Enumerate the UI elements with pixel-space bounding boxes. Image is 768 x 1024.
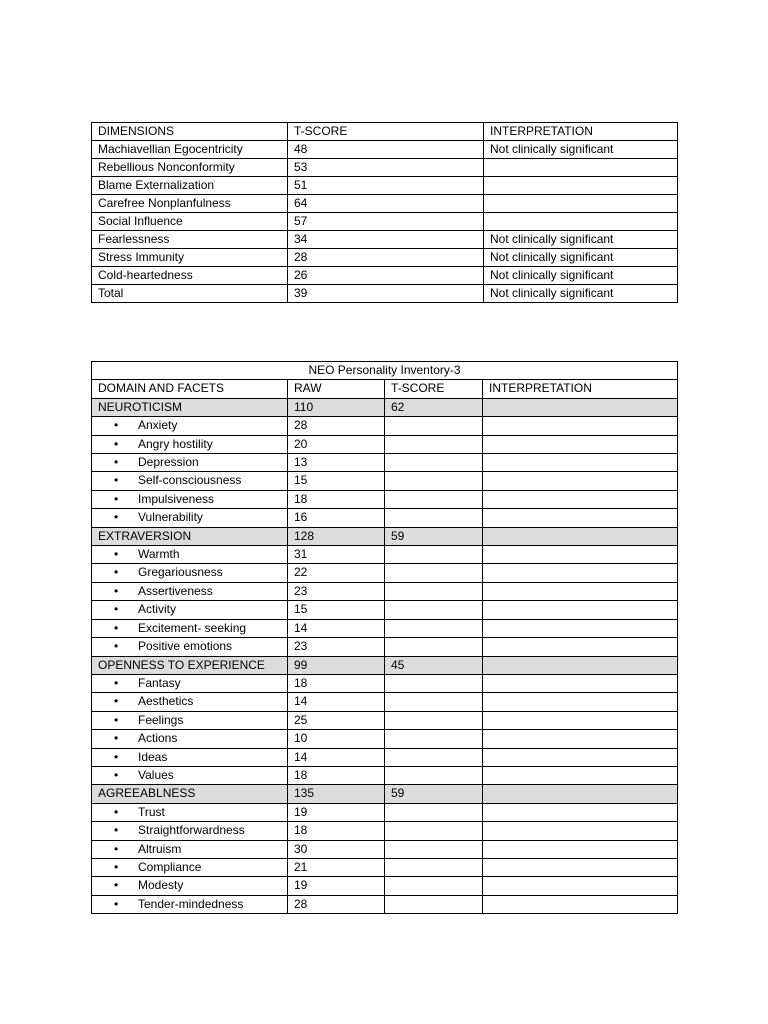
raw-score: 21: [288, 858, 385, 876]
interpretation-cell: [483, 803, 678, 821]
bullet-icon: •: [114, 767, 119, 782]
facet-name: Compliance: [138, 859, 202, 874]
interpretation-cell: [483, 711, 678, 729]
tscore: [385, 822, 483, 840]
raw-score: 16: [288, 509, 385, 527]
facet-row: [92, 619, 678, 637]
facet-name-cell: [92, 840, 288, 858]
facet-name-cell: [92, 730, 288, 748]
facet-name-cell: [92, 546, 288, 564]
table-row: [92, 141, 678, 159]
tscore: [385, 601, 483, 619]
bullet-icon: •: [114, 510, 119, 525]
interpretation-cell: [483, 674, 678, 692]
facet-row: [92, 840, 678, 858]
interpretation-cell: [483, 858, 678, 876]
table-row: [92, 177, 678, 195]
interpretation-cell: Not clinically significant: [484, 141, 678, 159]
column-header: DIMENSIONS: [92, 123, 288, 141]
tscore-cell: 53: [288, 159, 484, 177]
tscore: [385, 564, 483, 582]
facet-row: [92, 674, 678, 692]
table-header-row: [92, 380, 678, 398]
bullet-icon: •: [114, 547, 119, 562]
dimension-cell: Fearlessness: [92, 231, 288, 249]
facet-name: Gregariousness: [138, 565, 223, 580]
facet-row: [92, 546, 678, 564]
bullet-icon: •: [114, 455, 119, 470]
tscore: 59: [385, 785, 483, 803]
table-header-row: [92, 123, 678, 141]
tscore-cell: 34: [288, 231, 484, 249]
interpretation-cell: [483, 748, 678, 766]
tscore: 62: [385, 398, 483, 416]
facet-name-cell: [92, 454, 288, 472]
interpretation-cell: [483, 546, 678, 564]
facet-name-cell: [92, 693, 288, 711]
interpretation-cell: [483, 435, 678, 453]
facet-name: Trust: [138, 804, 165, 819]
domain-row: [92, 398, 678, 416]
interpretation-cell: [483, 509, 678, 527]
interpretation-cell: [483, 417, 678, 435]
facet-row: [92, 693, 678, 711]
tscore: [385, 454, 483, 472]
interpretation-cell: [483, 582, 678, 600]
facet-row: [92, 601, 678, 619]
tscore: [385, 674, 483, 692]
dimension-cell: Carefree Nonplanfulness: [92, 195, 288, 213]
interpretation-cell: Not clinically significant: [484, 285, 678, 303]
bullet-icon: •: [114, 602, 119, 617]
facet-name: Anxiety: [138, 418, 178, 433]
bullet-icon: •: [114, 749, 119, 764]
facet-row: [92, 454, 678, 472]
table-row: [92, 195, 678, 213]
facet-name: Straightforwardness: [138, 823, 245, 838]
interpretation-cell: [483, 472, 678, 490]
tscore: [385, 582, 483, 600]
facet-name-cell: [92, 803, 288, 821]
raw-score: 31: [288, 546, 385, 564]
facet-row: [92, 766, 678, 784]
interpretation-cell: [483, 638, 678, 656]
raw-score: 23: [288, 582, 385, 600]
raw-score: 28: [288, 417, 385, 435]
facet-name-cell: [92, 877, 288, 895]
interpretation-cell: [483, 785, 678, 803]
facet-name: Aesthetics: [138, 694, 194, 709]
facet-row: [92, 711, 678, 729]
tscore: [385, 417, 483, 435]
raw-score: 18: [288, 674, 385, 692]
neo-personality-table: [91, 361, 678, 914]
facet-row: [92, 638, 678, 656]
tscore: [385, 435, 483, 453]
interpretation-cell: [483, 840, 678, 858]
facet-name: Angry hostility: [138, 436, 213, 451]
raw-score: 20: [288, 435, 385, 453]
dimension-cell: Rebellious Nonconformity: [92, 159, 288, 177]
facet-name: Depression: [138, 455, 199, 470]
interpretation-cell: [483, 601, 678, 619]
domain-name: EXTRAVERSION: [92, 527, 288, 545]
domain-row: [92, 656, 678, 674]
table-row: [92, 285, 678, 303]
interpretation-cell: [484, 159, 678, 177]
tscore: [385, 895, 483, 913]
tscore: [385, 693, 483, 711]
interpretation-cell: [483, 454, 678, 472]
facet-name: Ideas: [138, 749, 168, 764]
raw-score: 15: [288, 472, 385, 490]
column-header: T-SCORE: [385, 380, 483, 398]
tscore: [385, 766, 483, 784]
facet-row: [92, 748, 678, 766]
facet-name: Vulnerability: [138, 510, 203, 525]
tscore-cell: 57: [288, 213, 484, 231]
facet-name-cell: [92, 582, 288, 600]
raw-score: 10: [288, 730, 385, 748]
interpretation-cell: Not clinically significant: [484, 267, 678, 285]
interpretation-cell: [483, 730, 678, 748]
facet-row: [92, 730, 678, 748]
facet-name-cell: [92, 619, 288, 637]
dimension-cell: Social Influence: [92, 213, 288, 231]
dimension-cell: Total: [92, 285, 288, 303]
interpretation-cell: [483, 564, 678, 582]
tscore: [385, 877, 483, 895]
bullet-icon: •: [114, 804, 119, 819]
raw-score: 18: [288, 490, 385, 508]
facet-name-cell: [92, 858, 288, 876]
tscore: [385, 711, 483, 729]
interpretation-cell: Not clinically significant: [484, 249, 678, 267]
raw-score: 135: [288, 785, 385, 803]
facet-name-cell: [92, 509, 288, 527]
column-header: T-SCORE: [288, 123, 484, 141]
bullet-icon: •: [114, 841, 119, 856]
facet-name: Activity: [138, 602, 177, 617]
facet-row: [92, 858, 678, 876]
facet-row: [92, 803, 678, 821]
facet-name: Feelings: [138, 712, 184, 727]
facet-name: Actions: [138, 731, 178, 746]
dimension-cell: Cold-heartedness: [92, 267, 288, 285]
facet-row: [92, 582, 678, 600]
domain-name: OPENNESS TO EXPERIENCE: [92, 656, 288, 674]
bullet-icon: •: [114, 491, 119, 506]
facet-name: Tender-mindedness: [138, 896, 244, 911]
interpretation-cell: [483, 822, 678, 840]
raw-score: 18: [288, 766, 385, 784]
raw-score: 18: [288, 822, 385, 840]
tscore: [385, 490, 483, 508]
tscore: [385, 840, 483, 858]
raw-score: 25: [288, 711, 385, 729]
domain-row: [92, 527, 678, 545]
raw-score: 14: [288, 619, 385, 637]
raw-score: 15: [288, 601, 385, 619]
column-header: RAW: [288, 380, 385, 398]
bullet-icon: •: [114, 583, 119, 598]
table-row: [92, 249, 678, 267]
table-row: [92, 231, 678, 249]
facet-name-cell: [92, 895, 288, 913]
tscore: 59: [385, 527, 483, 545]
tscore-cell: 64: [288, 195, 484, 213]
facet-name-cell: [92, 711, 288, 729]
facet-name: Altruism: [138, 841, 182, 856]
tscore-cell: 48: [288, 141, 484, 159]
facet-name-cell: [92, 435, 288, 453]
facet-name-cell: [92, 748, 288, 766]
facet-row: [92, 509, 678, 527]
bullet-icon: •: [114, 878, 119, 893]
facet-row: [92, 490, 678, 508]
facet-name: Excitement- seeking: [138, 620, 247, 635]
bullet-icon: •: [114, 418, 119, 433]
facet-name-cell: [92, 638, 288, 656]
facet-row: [92, 564, 678, 582]
tscore: [385, 803, 483, 821]
bullet-icon: •: [114, 731, 119, 746]
domain-row: [92, 785, 678, 803]
facet-row: [92, 472, 678, 490]
facet-name-cell: [92, 674, 288, 692]
raw-score: 128: [288, 527, 385, 545]
tscore: [385, 638, 483, 656]
tscore: [385, 748, 483, 766]
facet-row: [92, 417, 678, 435]
facet-name: Values: [138, 767, 174, 782]
interpretation-cell: [484, 177, 678, 195]
bullet-icon: •: [114, 436, 119, 451]
bullet-icon: •: [114, 859, 119, 874]
interpretation-cell: [483, 877, 678, 895]
interpretation-cell: [483, 619, 678, 637]
raw-score: 99: [288, 656, 385, 674]
facet-name: Modesty: [138, 878, 184, 893]
raw-score: 23: [288, 638, 385, 656]
bullet-icon: •: [114, 823, 119, 838]
tscore: [385, 858, 483, 876]
facet-name: Positive emotions: [138, 639, 233, 654]
facet-row: [92, 877, 678, 895]
tscore: [385, 546, 483, 564]
table-row: [92, 213, 678, 231]
table-row: [92, 159, 678, 177]
raw-score: 30: [288, 840, 385, 858]
tscore: [385, 472, 483, 490]
domain-name: AGREEABLNESS: [92, 785, 288, 803]
raw-score: 28: [288, 895, 385, 913]
facet-name-cell: [92, 490, 288, 508]
facet-name-cell: [92, 822, 288, 840]
interpretation-cell: [484, 213, 678, 231]
facet-name-cell: [92, 564, 288, 582]
interpretation-cell: Not clinically significant: [484, 231, 678, 249]
raw-score: 22: [288, 564, 385, 582]
facet-name: Assertiveness: [138, 583, 213, 598]
bullet-icon: •: [114, 639, 119, 654]
dimension-cell: Machiavellian Egocentricity: [92, 141, 288, 159]
interpretation-cell: [483, 527, 678, 545]
bullet-icon: •: [114, 675, 119, 690]
facet-name-cell: [92, 472, 288, 490]
table-title-row: [92, 362, 678, 380]
table-row: [92, 267, 678, 285]
tscore-cell: 26: [288, 267, 484, 285]
interpretation-cell: [483, 490, 678, 508]
raw-score: 110: [288, 398, 385, 416]
facet-name: Warmth: [138, 547, 180, 562]
tscore-cell: 39: [288, 285, 484, 303]
interpretation-cell: [483, 766, 678, 784]
bullet-icon: •: [114, 694, 119, 709]
bullet-icon: •: [114, 473, 119, 488]
interpretation-cell: [483, 895, 678, 913]
facet-name-cell: [92, 417, 288, 435]
tscore: [385, 619, 483, 637]
dimensions-table: [91, 122, 678, 303]
interpretation-cell: [484, 195, 678, 213]
raw-score: 19: [288, 803, 385, 821]
facet-name: Impulsiveness: [138, 491, 215, 506]
domain-name: NEUROTICISM: [92, 398, 288, 416]
interpretation-cell: [483, 693, 678, 711]
raw-score: 19: [288, 877, 385, 895]
tscore-cell: 28: [288, 249, 484, 267]
bullet-icon: •: [114, 620, 119, 635]
bullet-icon: •: [114, 896, 119, 911]
facet-name-cell: [92, 766, 288, 784]
dimension-cell: Stress Immunity: [92, 249, 288, 267]
tscore: 45: [385, 656, 483, 674]
raw-score: 14: [288, 693, 385, 711]
facet-row: [92, 895, 678, 913]
table-title: NEO Personality Inventory-3: [92, 362, 678, 380]
dimension-cell: Blame Externalization: [92, 177, 288, 195]
facet-row: [92, 822, 678, 840]
column-header: INTERPRETATION: [484, 123, 678, 141]
interpretation-cell: [483, 398, 678, 416]
bullet-icon: •: [114, 565, 119, 580]
column-header: DOMAIN AND FACETS: [92, 380, 288, 398]
interpretation-cell: [483, 656, 678, 674]
raw-score: 13: [288, 454, 385, 472]
facet-name: Self-consciousness: [138, 473, 242, 488]
facet-name: Fantasy: [138, 675, 181, 690]
tscore: [385, 509, 483, 527]
bullet-icon: •: [114, 712, 119, 727]
raw-score: 14: [288, 748, 385, 766]
facet-name-cell: [92, 601, 288, 619]
tscore-cell: 51: [288, 177, 484, 195]
tscore: [385, 730, 483, 748]
column-header: INTERPRETATION: [483, 380, 678, 398]
facet-row: [92, 435, 678, 453]
